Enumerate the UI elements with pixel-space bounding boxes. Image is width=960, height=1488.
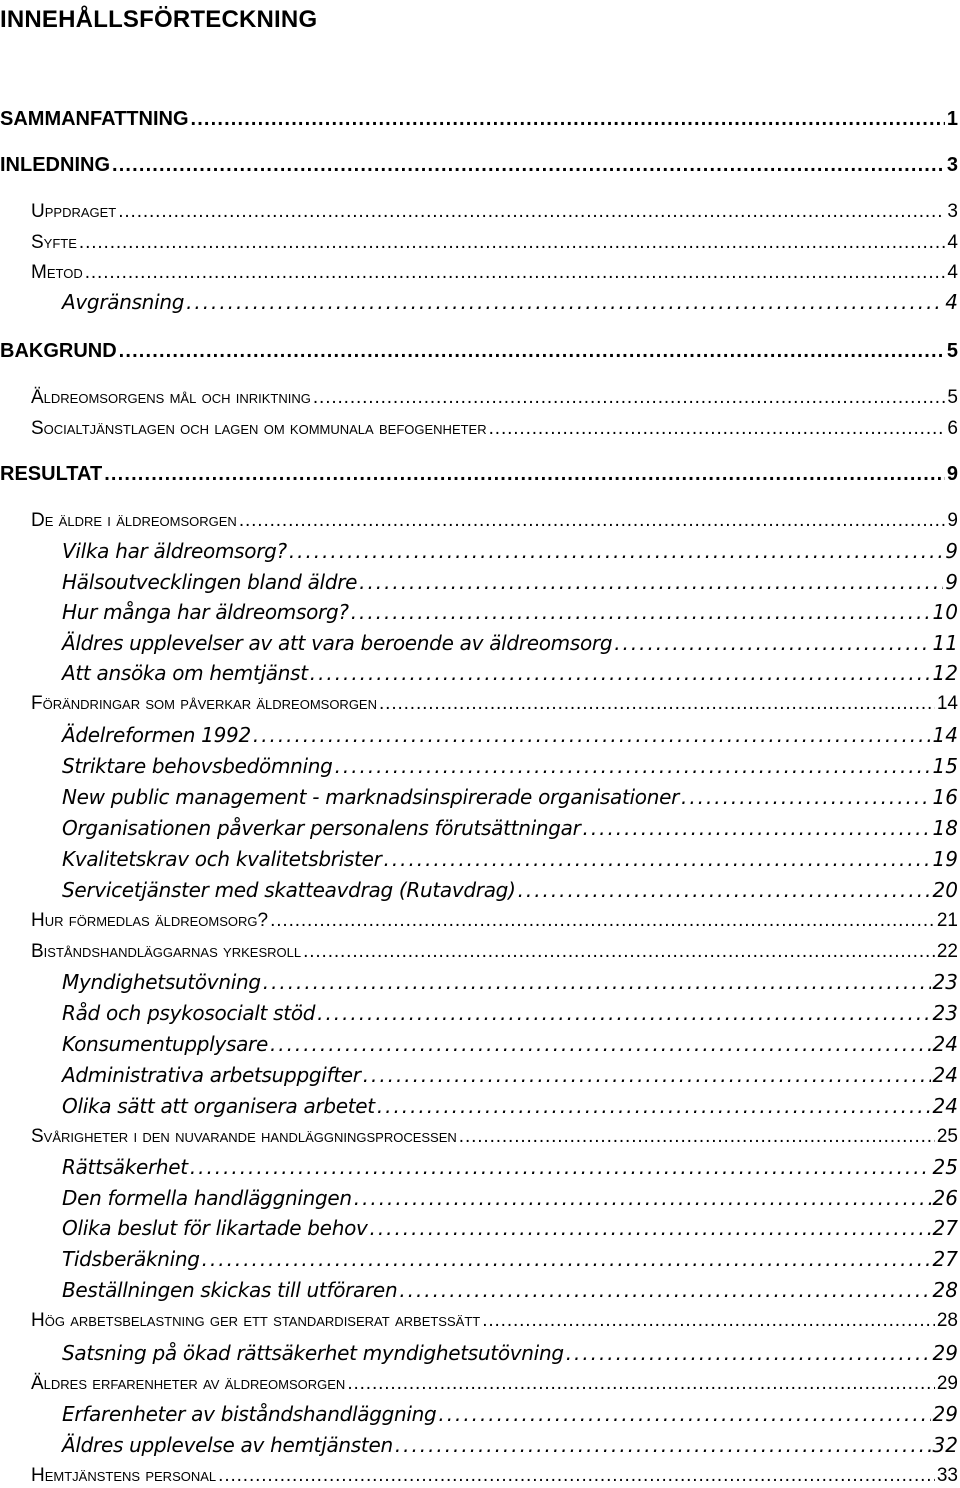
toc-entry-label: Den formella handläggningen: [62, 1186, 352, 1210]
toc-entry-page-number: 12: [932, 661, 958, 685]
dot-leader: [583, 815, 931, 841]
dot-leader: [289, 538, 943, 564]
toc-entry-label: Hur förmedlas äldreomsorg?: [31, 910, 269, 931]
dot-leader: [395, 1432, 931, 1458]
toc-entry-page-number: 4: [947, 232, 958, 253]
toc-entry-label: Administrativa arbetsuppgifter: [62, 1063, 361, 1087]
toc-entry-page-number: 20: [932, 878, 958, 902]
dot-leader: [614, 630, 930, 656]
toc-entry[interactable]: [0, 1277, 958, 1303]
dot-leader: [270, 909, 935, 933]
dot-leader: [566, 1340, 931, 1366]
toc-entry-label: Rättsäkerhet: [62, 1155, 188, 1179]
toc-entry-page-number: 3: [947, 201, 958, 222]
toc-entry-page-number: 33: [936, 1465, 958, 1486]
toc-entry-label: RESULTAT: [0, 463, 103, 485]
toc-entry-page-number: 1: [946, 108, 958, 130]
toc-entry-label: Råd och psykosocialt stöd: [62, 1001, 316, 1025]
toc-entry[interactable]: [0, 909, 958, 933]
toc-entry-label: Striktare behovsbedömning: [62, 754, 333, 778]
toc-entry[interactable]: [0, 289, 958, 315]
dot-leader: [370, 1215, 931, 1241]
toc-entry-label: Uppdraget: [31, 201, 117, 222]
toc-entry-page-number: 6: [947, 418, 958, 439]
toc-entry[interactable]: [0, 200, 958, 224]
dot-leader: [351, 599, 931, 625]
toc-entry[interactable]: [0, 386, 958, 410]
toc-entry-page-number: 18: [932, 816, 958, 840]
dot-leader: [399, 1277, 930, 1303]
toc-entry[interactable]: [0, 660, 958, 686]
toc-entry-page-number: 9: [945, 539, 958, 563]
toc-entry[interactable]: [0, 1215, 958, 1241]
toc-entry-label: Konsumentupplysare: [62, 1032, 268, 1056]
toc-entry[interactable]: [0, 1246, 958, 1272]
toc-entry[interactable]: [0, 1309, 958, 1333]
toc-entry-label: Servicetjänster med skatteavdrag (Rutavdrag): [62, 878, 516, 902]
dot-leader: [379, 692, 935, 716]
toc-entry-label: BAKGRUND: [0, 340, 117, 362]
toc-entry[interactable]: [0, 509, 958, 533]
dot-leader: [191, 106, 945, 132]
dot-leader: [313, 386, 946, 410]
dot-leader: [79, 231, 946, 255]
dot-leader: [218, 1464, 935, 1488]
toc-entry[interactable]: [0, 815, 958, 841]
toc-entry[interactable]: [0, 784, 958, 810]
dot-leader: [190, 1154, 931, 1180]
toc-entry[interactable]: [0, 1372, 958, 1396]
dot-leader: [263, 969, 931, 995]
toc-entry-label: New public management - marknadsinspirerade organisationer: [62, 785, 680, 809]
toc-entry-label: Vilka har äldreomsorg?: [62, 539, 287, 563]
toc-entry-page-number: 4: [947, 262, 958, 283]
toc-entry[interactable]: [0, 722, 958, 748]
dot-leader: [363, 1062, 931, 1088]
toc-entry-page-number: 9: [946, 463, 958, 485]
toc-entry[interactable]: [0, 152, 958, 178]
dot-leader: [482, 1309, 935, 1333]
dot-leader: [347, 1372, 935, 1396]
toc-entry-label: Äldres erfarenheter av äldreomsorgen: [31, 1373, 346, 1394]
toc-entry-label: Olika sätt att organisera arbetet: [62, 1094, 375, 1118]
toc-entry-page-number: 25: [936, 1126, 958, 1147]
toc-entry-label: Avgränsning: [62, 290, 185, 314]
toc-entry-label: Erfarenheter av biståndshandläggning: [62, 1402, 437, 1426]
toc-entry-page-number: 22: [936, 941, 958, 962]
dot-leader: [681, 784, 931, 810]
toc-entry-page-number: 4: [945, 290, 958, 314]
dot-leader: [186, 289, 943, 315]
dot-leader: [253, 722, 931, 748]
dot-leader: [359, 569, 943, 595]
toc-entry-page-number: 25: [932, 1155, 958, 1179]
toc-entry[interactable]: [0, 1125, 958, 1149]
toc-entry-label: Socialtjänstlagen och lagen om kommunala befogenheter: [31, 418, 487, 439]
toc-entry-label: Beställningen skickas till utföraren: [62, 1278, 398, 1302]
toc-entry-page-number: 23: [932, 1001, 958, 1025]
toc-entry-page-number: 19: [932, 847, 958, 871]
toc-entry[interactable]: [0, 1401, 958, 1427]
toc-entry[interactable]: [0, 1154, 958, 1180]
dot-leader: [118, 200, 945, 224]
dot-leader: [335, 753, 931, 779]
toc-entry-label: Hemtjänstens personal: [31, 1465, 217, 1486]
dot-leader: [489, 417, 946, 441]
toc-entry-label: Svårigheter i den nuvarande handläggningsprocessen: [31, 1126, 457, 1147]
toc-entry-page-number: 11: [932, 631, 958, 655]
toc-entry-page-number: 10: [932, 600, 958, 624]
toc-entry-page-number: 24: [932, 1032, 958, 1056]
toc-entry-page-number: 27: [932, 1247, 958, 1271]
toc-entry-label: Hög arbetsbelastning ger ett standardiserat arbetssätt: [31, 1310, 481, 1331]
toc-entry-page-number: 28: [932, 1278, 958, 1302]
toc-entry[interactable]: [0, 569, 958, 595]
toc-entry-label: Ädelreformen 1992: [62, 723, 251, 747]
toc-entry-page-number: 16: [932, 785, 958, 809]
toc-entry[interactable]: [0, 1000, 958, 1026]
toc-entry-label: Hur många har äldreomsorg?: [62, 600, 349, 624]
toc-entry-label: Satsning på ökad rättsäkerhet myndighetsutövning: [62, 1341, 564, 1365]
toc-entry[interactable]: [0, 1340, 958, 1366]
toc-entry-label: Tidsberäkning: [62, 1247, 200, 1271]
toc-entry[interactable]: [0, 692, 958, 716]
toc-entry[interactable]: [0, 106, 958, 132]
toc-title: INNEHÅLLSFÖRTECKNING: [0, 6, 318, 33]
dot-leader: [104, 461, 945, 487]
toc-entry[interactable]: [0, 461, 958, 487]
toc-entry-label: Äldres upplevelser av att vara beroende av äldreomsorg: [62, 631, 613, 655]
toc-entry[interactable]: [0, 940, 958, 964]
toc-entry-page-number: 5: [947, 387, 958, 408]
toc-entry-page-number: 26: [932, 1186, 958, 1210]
dot-leader: [354, 1185, 931, 1211]
dot-leader: [119, 338, 945, 364]
dot-leader: [85, 261, 946, 285]
toc-entry-page-number: 9: [945, 570, 958, 594]
dot-leader: [317, 1000, 930, 1026]
toc-entry-label: Att ansöka om hemtjänst: [62, 661, 308, 685]
toc-entry-page-number: 9: [947, 510, 958, 531]
toc-entry[interactable]: [0, 846, 958, 872]
toc-entry[interactable]: [0, 1432, 958, 1458]
toc-entry-page-number: 5: [946, 340, 958, 362]
toc-entry[interactable]: [0, 1185, 958, 1211]
toc-entry-page-number: 28: [936, 1310, 958, 1331]
toc-entry[interactable]: [0, 231, 958, 255]
toc-entry-page-number: 14: [932, 723, 958, 747]
toc-entry[interactable]: [0, 538, 958, 564]
toc-entry-label: Olika beslut för likartade behov: [62, 1216, 368, 1240]
toc-entry-page-number: 21: [936, 910, 958, 931]
toc-entry-label: INLEDNING: [0, 154, 110, 176]
toc-entry-page-number: 24: [932, 1063, 958, 1087]
toc-entry[interactable]: [0, 417, 958, 441]
dot-leader: [377, 1093, 931, 1119]
toc-entry-page-number: 29: [936, 1373, 958, 1394]
toc-entry-label: Hälsoutvecklingen bland äldre: [62, 570, 358, 594]
toc-entry[interactable]: [0, 969, 958, 995]
toc-entry-page-number: 32: [932, 1433, 958, 1457]
toc-entry-page-number: 3: [946, 154, 958, 176]
dot-leader: [112, 152, 945, 178]
toc-entry[interactable]: [0, 1464, 958, 1488]
toc-entry-page-number: 14: [936, 693, 958, 714]
toc-entry-label: Organisationen påverkar personalens förutsättningar: [62, 816, 581, 840]
toc-entry[interactable]: [0, 630, 958, 656]
toc-entry[interactable]: [0, 1062, 958, 1088]
toc-entry-label: Syfte: [31, 232, 77, 253]
toc-entry-label: Äldres upplevelse av hemtjänsten: [62, 1433, 393, 1457]
toc-entry[interactable]: [0, 261, 958, 285]
toc-entry-label: Metod: [31, 262, 83, 283]
toc-entry[interactable]: [0, 877, 958, 903]
dot-leader: [303, 940, 935, 964]
dot-leader: [202, 1246, 931, 1272]
toc-entry-page-number: 29: [932, 1402, 958, 1426]
dot-leader: [438, 1401, 930, 1427]
toc-entry-page-number: 29: [932, 1341, 958, 1365]
toc-entry-label: Förändringar som påverkar äldreomsorgen: [31, 693, 377, 714]
dot-leader: [270, 1031, 931, 1057]
toc-entry[interactable]: [0, 599, 958, 625]
dot-leader: [384, 846, 931, 872]
toc-entry-label: Kvalitetskrav och kvalitetsbrister: [62, 847, 382, 871]
toc-entry-label: Biståndshandläggarnas yrkesroll: [31, 941, 302, 962]
toc-entry-page-number: 15: [932, 754, 958, 778]
toc-entry-label: Myndighetsutövning: [62, 970, 261, 994]
toc-entry[interactable]: [0, 753, 958, 779]
toc-entry-label: De äldre i äldreomsorgen: [31, 510, 237, 531]
toc-entry-label: Äldreomsorgens mål och inriktning: [31, 387, 311, 408]
toc-entry[interactable]: [0, 1031, 958, 1057]
toc-entry[interactable]: [0, 1093, 958, 1119]
toc-entry-page-number: 24: [932, 1094, 958, 1118]
toc-entry-page-number: 23: [932, 970, 958, 994]
dot-leader: [239, 509, 946, 533]
toc-entry[interactable]: [0, 338, 958, 364]
dot-leader: [459, 1125, 935, 1149]
toc-entry-label: SAMMANFATTNING: [0, 108, 189, 130]
dot-leader: [518, 877, 931, 903]
dot-leader: [310, 660, 931, 686]
toc-entry-page-number: 27: [932, 1216, 958, 1240]
